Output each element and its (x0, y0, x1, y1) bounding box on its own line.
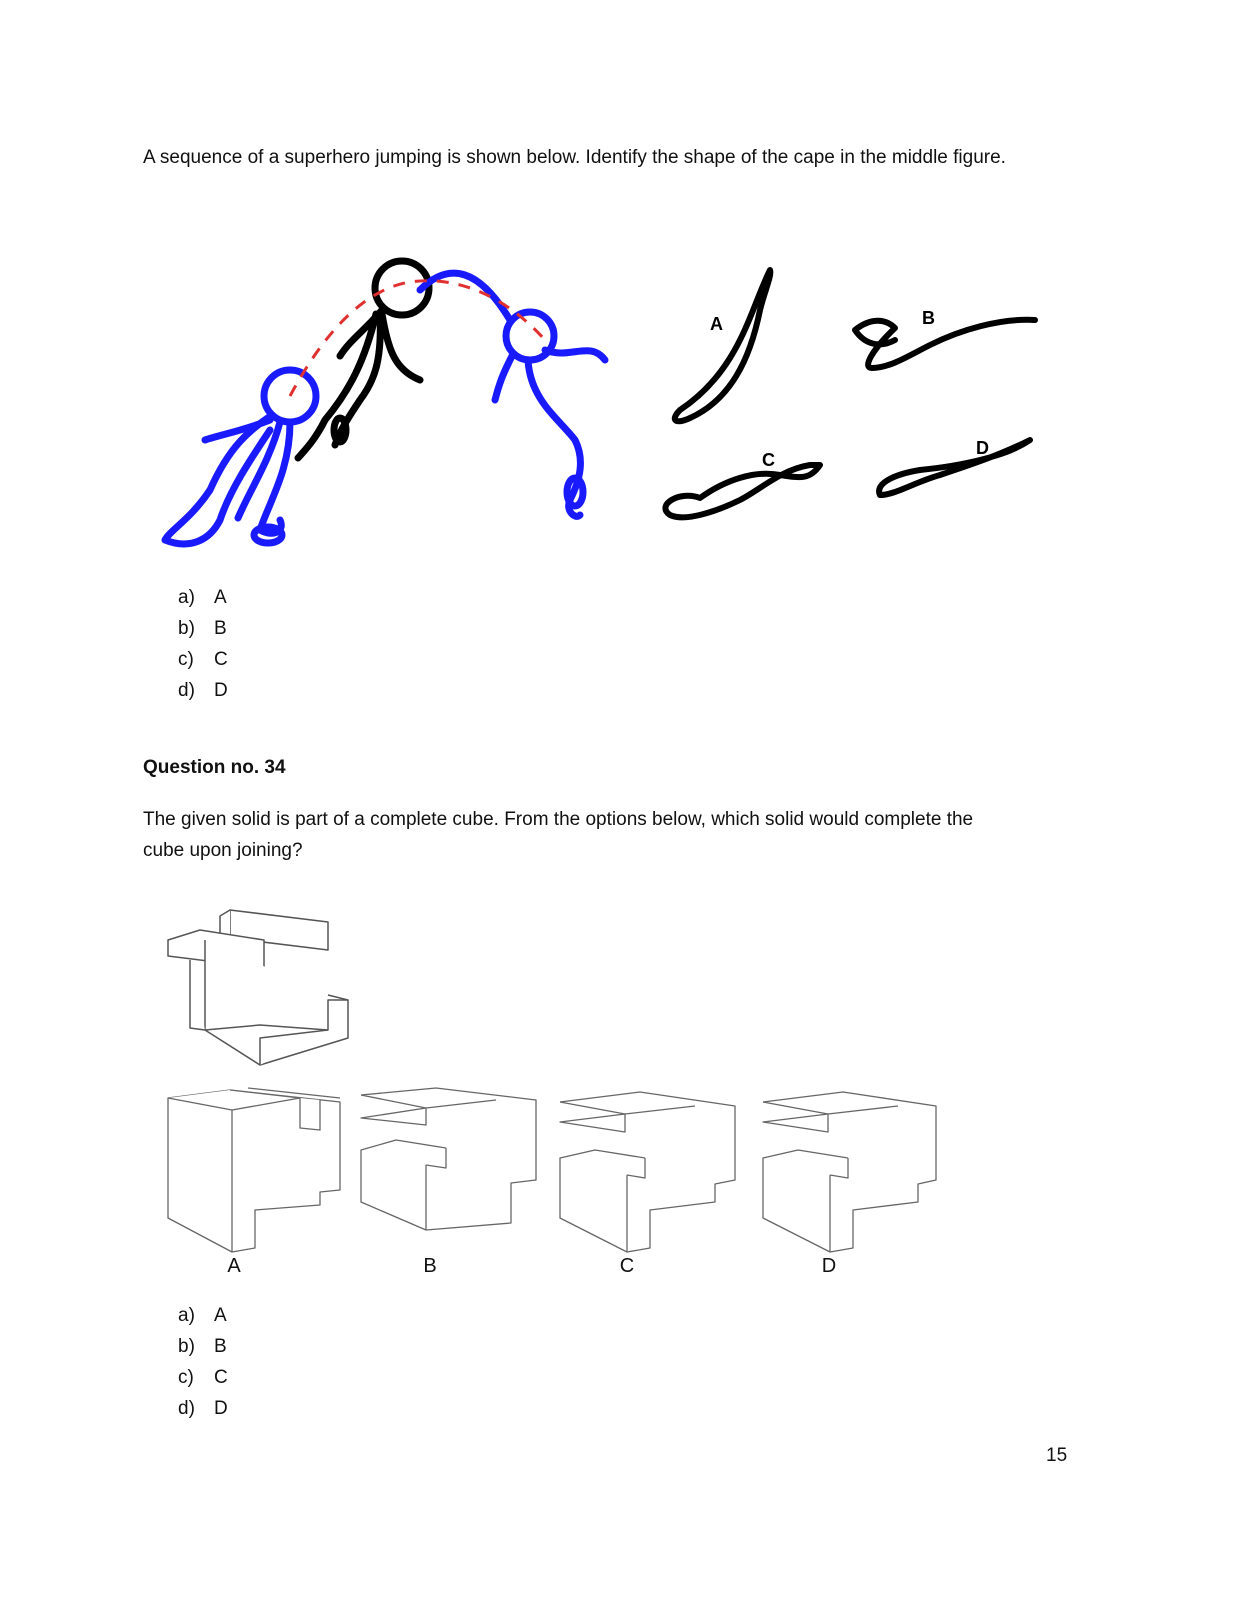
superhero-sequence-figure (150, 230, 630, 560)
cape-label-b: B (922, 308, 935, 328)
superhero-figure-landing (420, 273, 605, 516)
superhero-figure-crouch (165, 370, 316, 544)
q34-prompt (143, 804, 973, 866)
q33-option-a[interactable]: a) A (178, 587, 227, 608)
cube-label-a: A (227, 1255, 241, 1277)
cube-option-a (168, 1088, 340, 1252)
cube-option-c (560, 1092, 735, 1252)
q34-option-c[interactable]: c) C (178, 1367, 228, 1388)
cube-options-figure (160, 1080, 950, 1255)
cube-option-b (361, 1088, 536, 1230)
page-number: 15 (1046, 1445, 1068, 1466)
q33-options (178, 582, 228, 706)
q34-option-b[interactable]: b) B (178, 1336, 227, 1357)
cape-shape-d (879, 440, 1030, 495)
given-partial-solid (160, 900, 360, 1075)
q34-prompt-line2: cube upon joining? (143, 840, 303, 861)
cape-options-figure (640, 250, 1060, 540)
q33-option-b[interactable]: b) B (178, 618, 227, 639)
q33-option-c[interactable]: c) C (178, 649, 228, 670)
q34-option-a[interactable]: a) A (178, 1305, 227, 1326)
q34-option-d[interactable]: d) D (178, 1398, 228, 1419)
cape-shape-a (675, 270, 771, 421)
q34-heading: Question no. 34 (143, 757, 286, 778)
cape-shape-c (665, 465, 820, 517)
q34-options (178, 1300, 228, 1424)
cube-option-d (763, 1092, 936, 1252)
cape-shape-b (855, 320, 1035, 368)
cube-label-c: C (619, 1255, 635, 1277)
cube-label-d: D (821, 1255, 837, 1277)
q33-option-d[interactable]: d) D (178, 680, 228, 701)
cube-label-b: B (423, 1255, 437, 1277)
q33-prompt: A sequence of a superhero jumping is shown below. Identify the shape of the cape in the middle figure. (143, 147, 1006, 168)
cape-label-a: A (710, 314, 723, 334)
cape-label-d: D (976, 438, 989, 458)
q34-prompt-line1: The given solid is part of a complete cube. From the options below, which solid would complete the (143, 809, 974, 830)
cape-label-c: C (762, 450, 775, 470)
superhero-figure-midair (298, 261, 429, 458)
